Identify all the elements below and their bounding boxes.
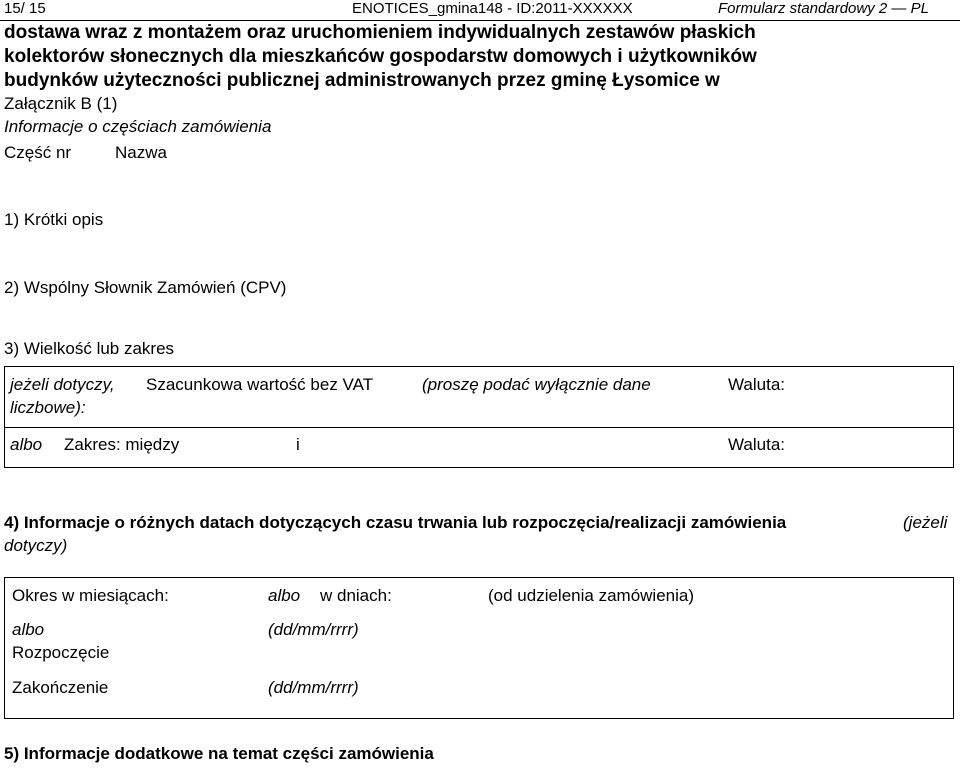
numeric-note: (proszę podać wyłącznie dane bbox=[422, 375, 651, 394]
months-label: Okres w miesiącach: bbox=[12, 586, 169, 605]
section-dates-note-a: (jeżeli bbox=[903, 513, 948, 532]
or-label: albo bbox=[10, 435, 43, 454]
range-label: Zakres: między bbox=[64, 435, 180, 454]
start-date-format: (dd/mm/rrrr) bbox=[268, 620, 359, 639]
or-label-start: albo bbox=[12, 620, 45, 639]
and-label: i bbox=[296, 435, 300, 454]
start-label: Rozpoczęcie bbox=[12, 643, 110, 662]
end-date-format: (dd/mm/rrrr) bbox=[268, 678, 359, 697]
section-dates-note-b: dotyczy) bbox=[4, 536, 68, 555]
section-dates-heading: 4) Informacje o różnych datach dotyczących czasu trwania lub rozpoczęcia/realizacji zamówienia bbox=[4, 513, 787, 532]
title-line-3: budynków użyteczności publicznej administrowanych przez gminę Łysomice w bbox=[4, 70, 720, 91]
value-box-divider bbox=[5, 427, 953, 428]
section-additional-info: 5) Informacje dodatkowe na temat części zamówienia bbox=[4, 744, 434, 763]
contract-title bbox=[4, 21, 954, 93]
annex-subtitle: Informacje o częściach zamówienia bbox=[4, 117, 272, 136]
page-number: 15/ 15 bbox=[4, 0, 46, 17]
section-cpv: 2) Wspólny Słownik Zamówień (CPV) bbox=[4, 278, 287, 297]
part-number-label: Część nr bbox=[4, 143, 72, 162]
annex-title: Załącznik B (1) bbox=[4, 94, 118, 113]
days-label: w dniach: bbox=[320, 586, 392, 605]
condition-label: jeżeli dotyczy, bbox=[10, 375, 115, 394]
end-label: Zakończenie bbox=[12, 678, 109, 697]
estimated-value-label: Szacunkowa wartość bez VAT bbox=[146, 375, 374, 394]
title-line-1: dostawa wraz z montażem oraz uruchomieniem indywidualnych zestawów płaskich bbox=[4, 22, 756, 43]
condition-label-cont: liczbowe): bbox=[10, 398, 86, 417]
currency-label: Waluta: bbox=[728, 375, 786, 394]
or-label-period: albo bbox=[268, 586, 301, 605]
document-id: ENOTICES_gmina148 - ID:2011-XXXXXX bbox=[352, 0, 633, 17]
section-short-description: 1) Krótki opis bbox=[4, 210, 104, 229]
form-name: Formularz standardowy 2 — PL bbox=[718, 0, 929, 17]
section-quantity-scope: 3) Wielkość lub zakres bbox=[4, 339, 175, 358]
title-line-2: kolektorów słonecznych dla mieszkańców gospodarstw domowych i użytkowników bbox=[4, 46, 757, 67]
part-name-label: Nazwa bbox=[115, 143, 167, 162]
currency-label-range: Waluta: bbox=[728, 435, 786, 454]
from-award-label: (od udzielenia zamówienia) bbox=[488, 586, 695, 605]
